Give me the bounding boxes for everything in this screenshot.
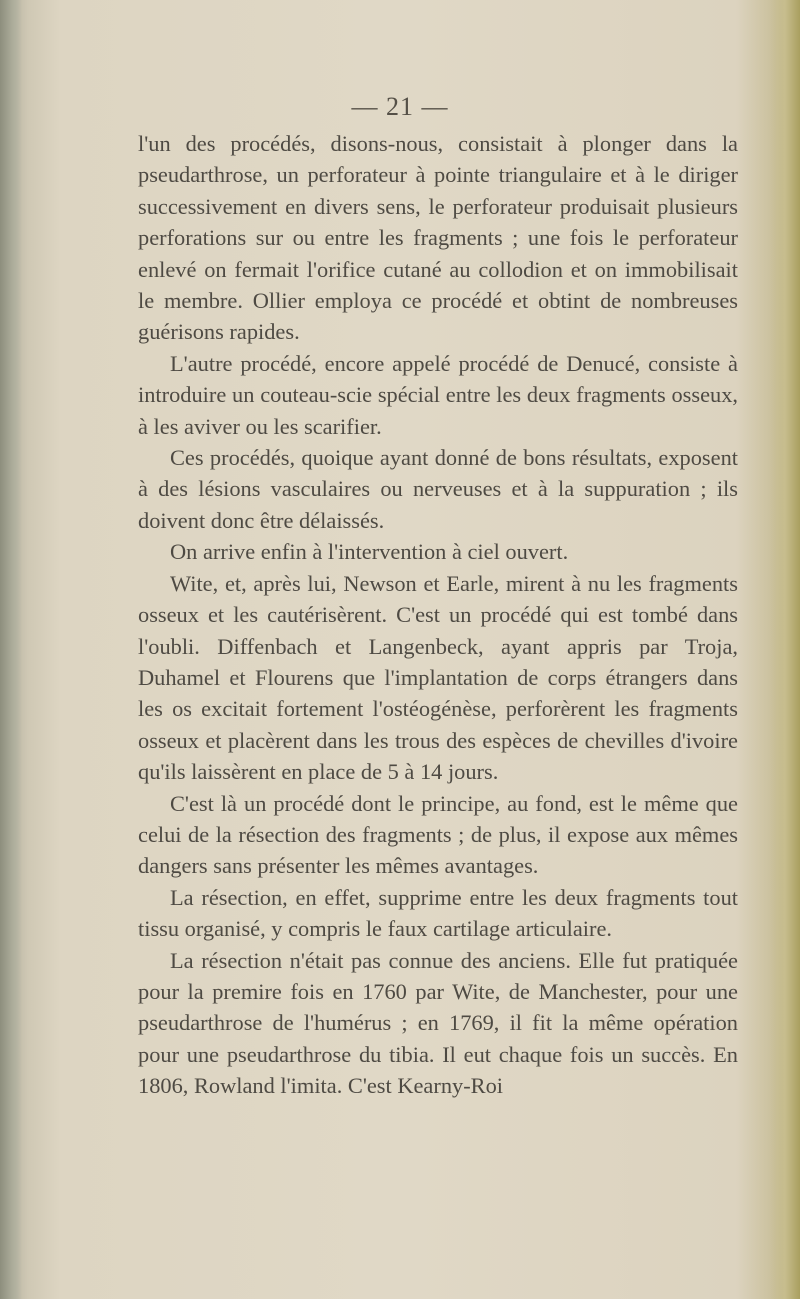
paragraph: C'est là un procédé dont le principe, au fond, est le même que celui de la résection des fragments ; de plus, il expose aux mêmes dangers sans présenter les mêmes avantages. <box>138 790 738 879</box>
page-left-edge-shadow <box>0 0 22 1299</box>
paragraph: Wite, et, après lui, Newson et Earle, mirent à nu les fragments osseux et les cautérisèrent. C'est un procédé qui est tombé dans l'oubli. Diffenbach et Langenbeck, ayant appris par Troja, Duhamel et Flourens que l'implantation de corps étrangers dans les os excitait fortement l'ostéogénèse, perforèrent les fragments osseux et placèrent dans les trous des espèces de chevilles d'ivoire qu'ils laissèrent en place de 5 à 14 jours. <box>138 570 738 785</box>
page-right-edge-stain <box>770 0 800 1299</box>
paragraph: La résection n'était pas connue des anciens. Elle fut pratiquée pour la premire fois en 1760 par Wite, de Manchester, pour une pseudarthrose de l'humérus ; en 1769, il fit la même opération pour une pseudarthrose du tibia. Il eut chaque fois un succès. En 1806, Rowland l'imita. C'est Kearny-Roi <box>138 947 738 1099</box>
paragraph: L'autre procédé, encore appelé procédé de Denucé, consiste à introduire un couteau-scie spécial entre les deux fragments osseux, à les aviver ou les scarifier. <box>138 350 738 439</box>
paragraph: l'un des procédés, disons-nous, consistait à plonger dans la pseudarthrose, un perforateur à pointe triangulaire et à le diriger successivement en divers sens, le perforateur produisait plusieurs perforations sur ou entre les fragments ; une fois le perforateur enlevé on fermait l'orifice cutané au collodion et on immobilisait le membre. Ollier employa ce procédé et obtint de nombreuses guérisons rapides. <box>138 131 738 345</box>
paragraph: Ces procédés, quoique ayant donné de bons résultats, exposent à des lésions vasculaires ou nerveuses et à la suppuration ; ils doivent donc être délaissés. <box>138 445 738 533</box>
paragraph: La résection, en effet, supprime entre les deux fragments tout tissu organisé, y compris le faux cartilage articulaire. <box>138 884 738 942</box>
paragraph: On arrive enfin à l'intervention à ciel ouvert. <box>170 539 569 565</box>
page-number: — 21 — <box>351 92 449 121</box>
body-text <box>138 128 738 1102</box>
